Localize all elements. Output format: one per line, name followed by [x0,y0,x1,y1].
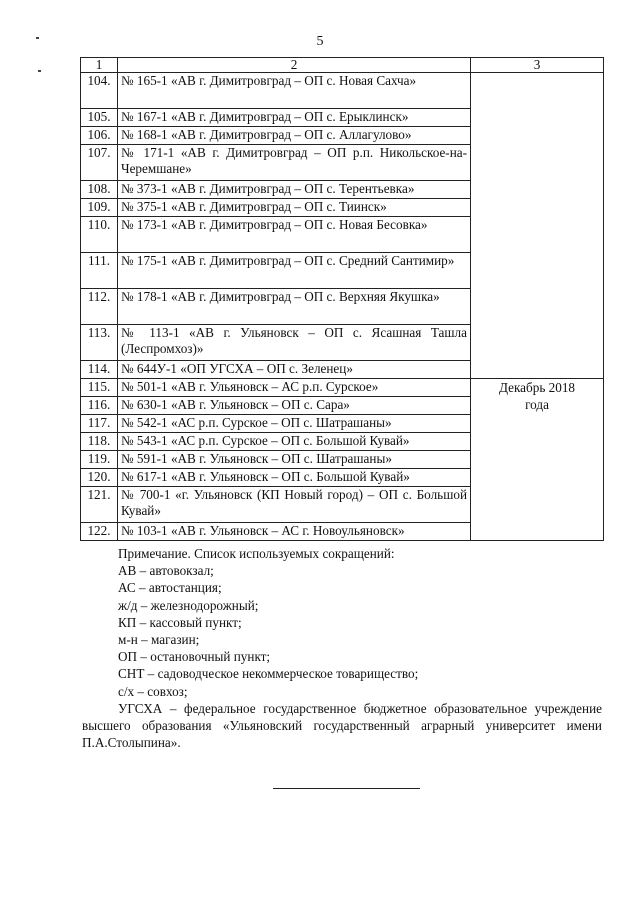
row-number: 107. [81,145,118,181]
table-row [81,379,604,397]
route-name: № 175-1 «АВ г. Димитровград – ОП с. Средний Сантимир» [118,253,471,289]
abbreviation-item: ж/д – железнодорожный; [118,597,259,613]
abbreviation-item: АС – автостанция; [118,580,222,596]
route-name: № 617-1 «АВ г. Ульяновск – ОП с. Большой Кувай» [118,469,471,487]
route-name: № 543-1 «АС р.п. Сурское – ОП с. Большой Кувай» [118,433,471,451]
row-number: 106. [81,127,118,145]
row-number: 117. [81,415,118,433]
row-number: 119. [81,451,118,469]
route-name: № 542-1 «АС р.п. Сурское – ОП с. Шатрашаны» [118,415,471,433]
abbreviation-item: СНТ – садоводческое некоммерческое товарищество; [118,666,419,682]
row-number: 116. [81,397,118,415]
abbreviation-item: КП – кассовый пункт; [118,614,242,630]
route-name: № 700-1 «г. Ульяновск (КП Новый город) – ОП с. Большой Кувай» [118,487,471,523]
route-name: № 644У-1 «ОП УГСХА – ОП с. Зеленец» [118,361,471,379]
route-name: № 178-1 «АВ г. Димитровград – ОП с. Верхняя Якушка» [118,289,471,325]
row-number: 105. [81,109,118,127]
route-name: № 113-1 «АВ г. Ульяновск – ОП с. Ясашная Ташла (Леспромхоз)» [118,325,471,361]
end-divider [273,788,420,789]
term-cell-empty [471,73,604,379]
abbreviation-item: АВ – автовокзал; [118,563,214,579]
table-row [81,73,604,109]
row-number: 109. [81,199,118,217]
row-number: 110. [81,217,118,253]
row-number: 108. [81,181,118,199]
route-name: № 630-1 «АВ г. Ульяновск – ОП с. Сара» [118,397,471,415]
row-number: 113. [81,325,118,361]
header-col-2: 2 [118,58,471,73]
row-number: 120. [81,469,118,487]
route-name: № 165-1 «АВ г. Димитровград – ОП с. Новая Сахча» [118,73,471,109]
abbreviation-item: ОП – остановочный пункт; [118,649,271,665]
row-number: 121. [81,487,118,523]
row-number: 104. [81,73,118,109]
row-number: 122. [81,523,118,541]
row-number: 111. [81,253,118,289]
route-name: № 375-1 «АВ г. Димитровград – ОП с. Тиинск» [118,199,471,217]
scan-speck [38,70,41,72]
row-number: 114. [81,361,118,379]
abbreviation-item-ugskha: УГСХА – федеральное государственное бюджетное образовательное учреждение высшего образования «Ульяновский государственный аграрный университет имени П.А.Столыпина». [82,700,602,751]
route-name: № 171-1 «АВ г. Димитровград – ОП р.п. Никольское-на-Черемшане» [118,145,471,181]
row-number: 118. [81,433,118,451]
row-number: 115. [81,379,118,397]
route-name: № 103-1 «АВ г. Ульяновск – АС г. Новоульяновск» [118,523,471,541]
route-name: № 501-1 «АВ г. Ульяновск – АС р.п. Сурское» [118,379,471,397]
route-name: № 373-1 «АВ г. Димитровград – ОП с. Терентьевка» [118,181,471,199]
route-name: № 591-1 «АВ г. Ульяновск – ОП с. Шатрашаны» [118,451,471,469]
route-name: № 167-1 «АВ г. Димитровград – ОП с. Ерыклинск» [118,109,471,127]
route-schedule-table [80,57,604,541]
abbreviation-item: с/х – совхоз; [118,683,188,699]
abbreviation-item: м-н – магазин; [118,632,200,648]
route-name: № 168-1 «АВ г. Димитровград – ОП с. Аллагулово» [118,127,471,145]
header-col-1: 1 [81,58,118,73]
header-col-3: 3 [471,58,604,73]
page-number: 5 [316,34,324,49]
row-number: 112. [81,289,118,325]
note-heading: Примечание. Список используемых сокращений: [118,546,395,561]
route-name: № 173-1 «АВ г. Димитровград – ОП с. Новая Бесовка» [118,217,471,253]
scan-speck [36,37,39,39]
abbreviations-note [82,545,602,751]
term-cell: Декабрь 2018 года [471,379,604,541]
table-header-row [81,58,604,73]
